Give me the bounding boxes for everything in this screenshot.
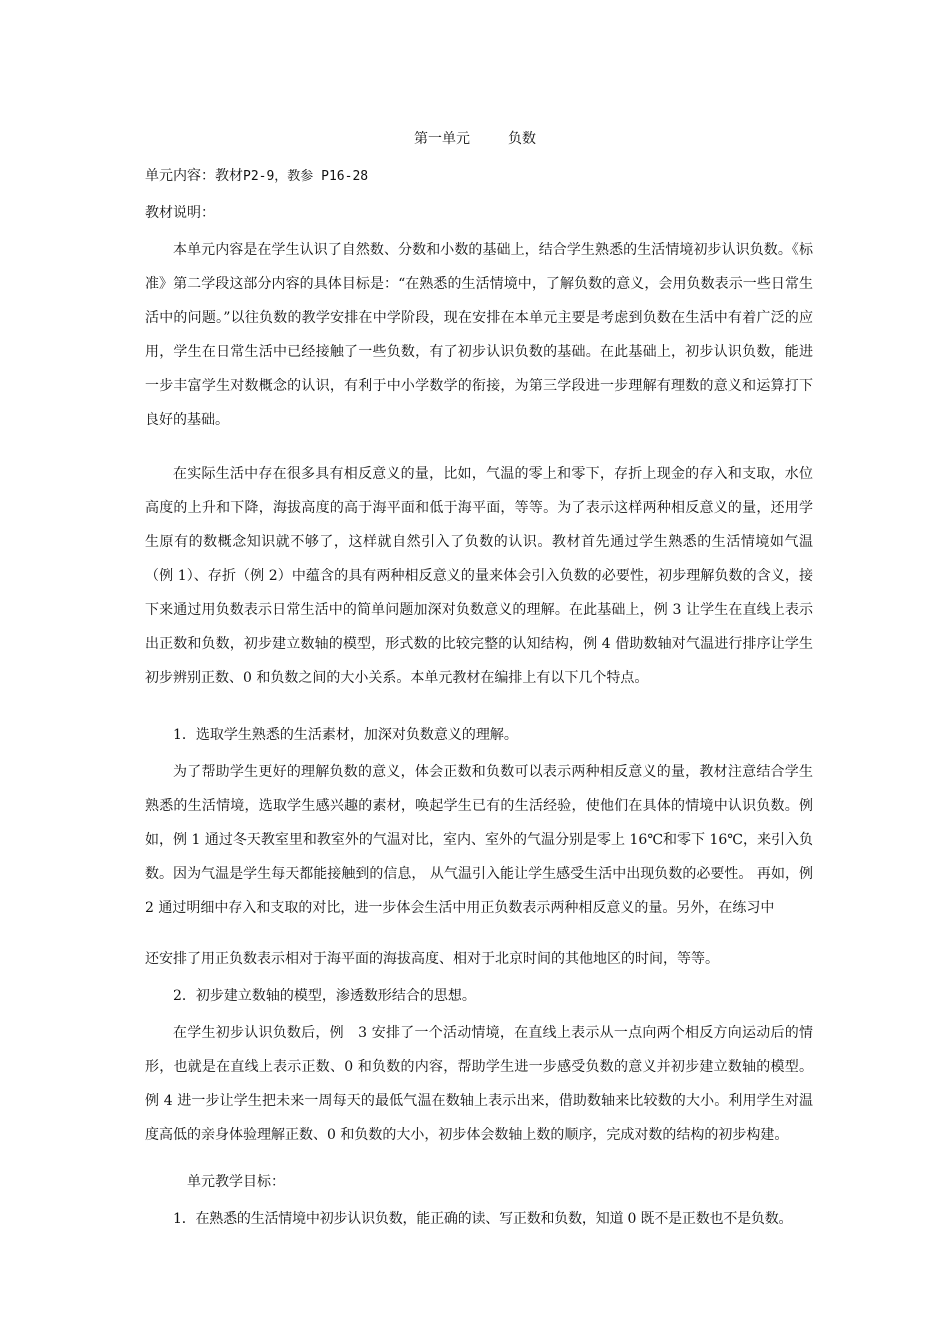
unit-content-line [145, 166, 813, 187]
paragraph-opposite-quantities: 在实际生活中存在很多具有相反意义的量，比如，气温的零上和零下，存折上现金的存入和支取，水位高度的上升和下降，海拔高度的高于海平面和低于海平面，等等。为了表示这样两种相反意义的量，还用学生原有的数概念知识就不够了，这样就自然引入了负数的认识。教材首先通过学生熟悉的生活情境如气温（例 1）、存折（例 2）中蕴含的具有两种相反意义的量来体会引入负数的必要性，初步理解负数的含义，接下来通过用负数表示日常生活中的简单问题加深对负数意义的理解。在此基础上，例 3 让学生在直线上表示出正数和负数，初步建立数轴的模型，形式数的比较完整的认知结构，例 4 借助数轴对气温进行排序让学生初步辨别正数、0 和负数之间的大小关系。本单元教材在编排上有以下几个特点。 [145, 466, 813, 686]
unit-name: 负数 [508, 131, 536, 147]
paragraph-feature-2: 在学生初步认识负数后，例 3 安排了一个活动情境，在直线上表示从一点向两个相反方向运动后的情形，也就是在直线上表示正数、0 和负数的内容，帮助学生进一步感受负数的意义并初步建立数轴的模型。例 4 进一步让学生把未来一周每天的最低气温在数轴上表示出来，借助数轴来比较数的大小。利用学生对温度高低的亲身体验理解正数、0 和负数的大小，初步体会数轴上数的顺序，完成对数的结构的初步构建。 [145, 1025, 813, 1143]
paragraph-feature-1: 为了帮助学生更好的理解负数的意义，体会正数和负数可以表示两种相反意义的量，教材注意结合学生熟悉的生活情境，选取学生感兴趣的素材，唤起学生已有的生活经验，使他们在具体的情境中认识负数。例如，例 1 通过冬天教室里和教室外的气温对比，室内、室外的气温分别是零上 16℃和零下 16℃，来引入负数。因为气温是学生每天都能接触到的信息， 从气温引入能让学生感受生活中出现负数的必要性。 再如，例 2 通过明细中存入和支取的对比，进一步体会生活中用正负数表示两种相反意义的量。另外，在练习中 [145, 764, 813, 916]
unit-title [0, 128, 950, 148]
unit-number: 第一单元 [414, 131, 470, 147]
textbook-description-label: 教材说明： [145, 205, 215, 221]
feature-heading-1: 1．选取学生熟悉的生活素材，加深对负数意义的理解。 [173, 727, 518, 743]
teaching-goals-heading: 单元教学目标： [187, 1174, 285, 1190]
paragraph-intro: 本单元内容是在学生认识了自然数、分数和小数的基础上，结合学生熟悉的生活情境初步认识负数。《标准》第二学段这部分内容的具体目标是：“在熟悉的生活情境中，了解负数的意义，会用负数表示一些日常生活中的问题。”以往负数的教学安排在中学阶段，现在安排在本单元主要是考虑到负数在生活中有着广泛的应用，学生在日常生活中已经接触了一些负数，有了初步认识负数的基础。在此基础上，初步认识负数，能进一步丰富学生对数概念的认识，有利于中小学数学的衔接，为第三学段进一步理解有理数的意义和运算打下良好的基础。 [145, 242, 813, 428]
feature-heading-2: 2．初步建立数轴的模型，渗透数形结合的思想。 [173, 988, 476, 1004]
teaching-goal-1: 1．在熟悉的生活情境中初步认识负数，能正确的读、写正数和负数，知道 0 既不是正数也不是负数。 [173, 1211, 793, 1227]
unit-content-label: 单元内容：教材 [145, 168, 243, 184]
paragraph-feature-1-continued: 还安排了用正负数表示相对于海平面的海拔高度、相对于北京时间的其他地区的时间，等等。 [145, 951, 719, 967]
unit-content-value: P2-9，教参 P16-28 [243, 169, 369, 184]
